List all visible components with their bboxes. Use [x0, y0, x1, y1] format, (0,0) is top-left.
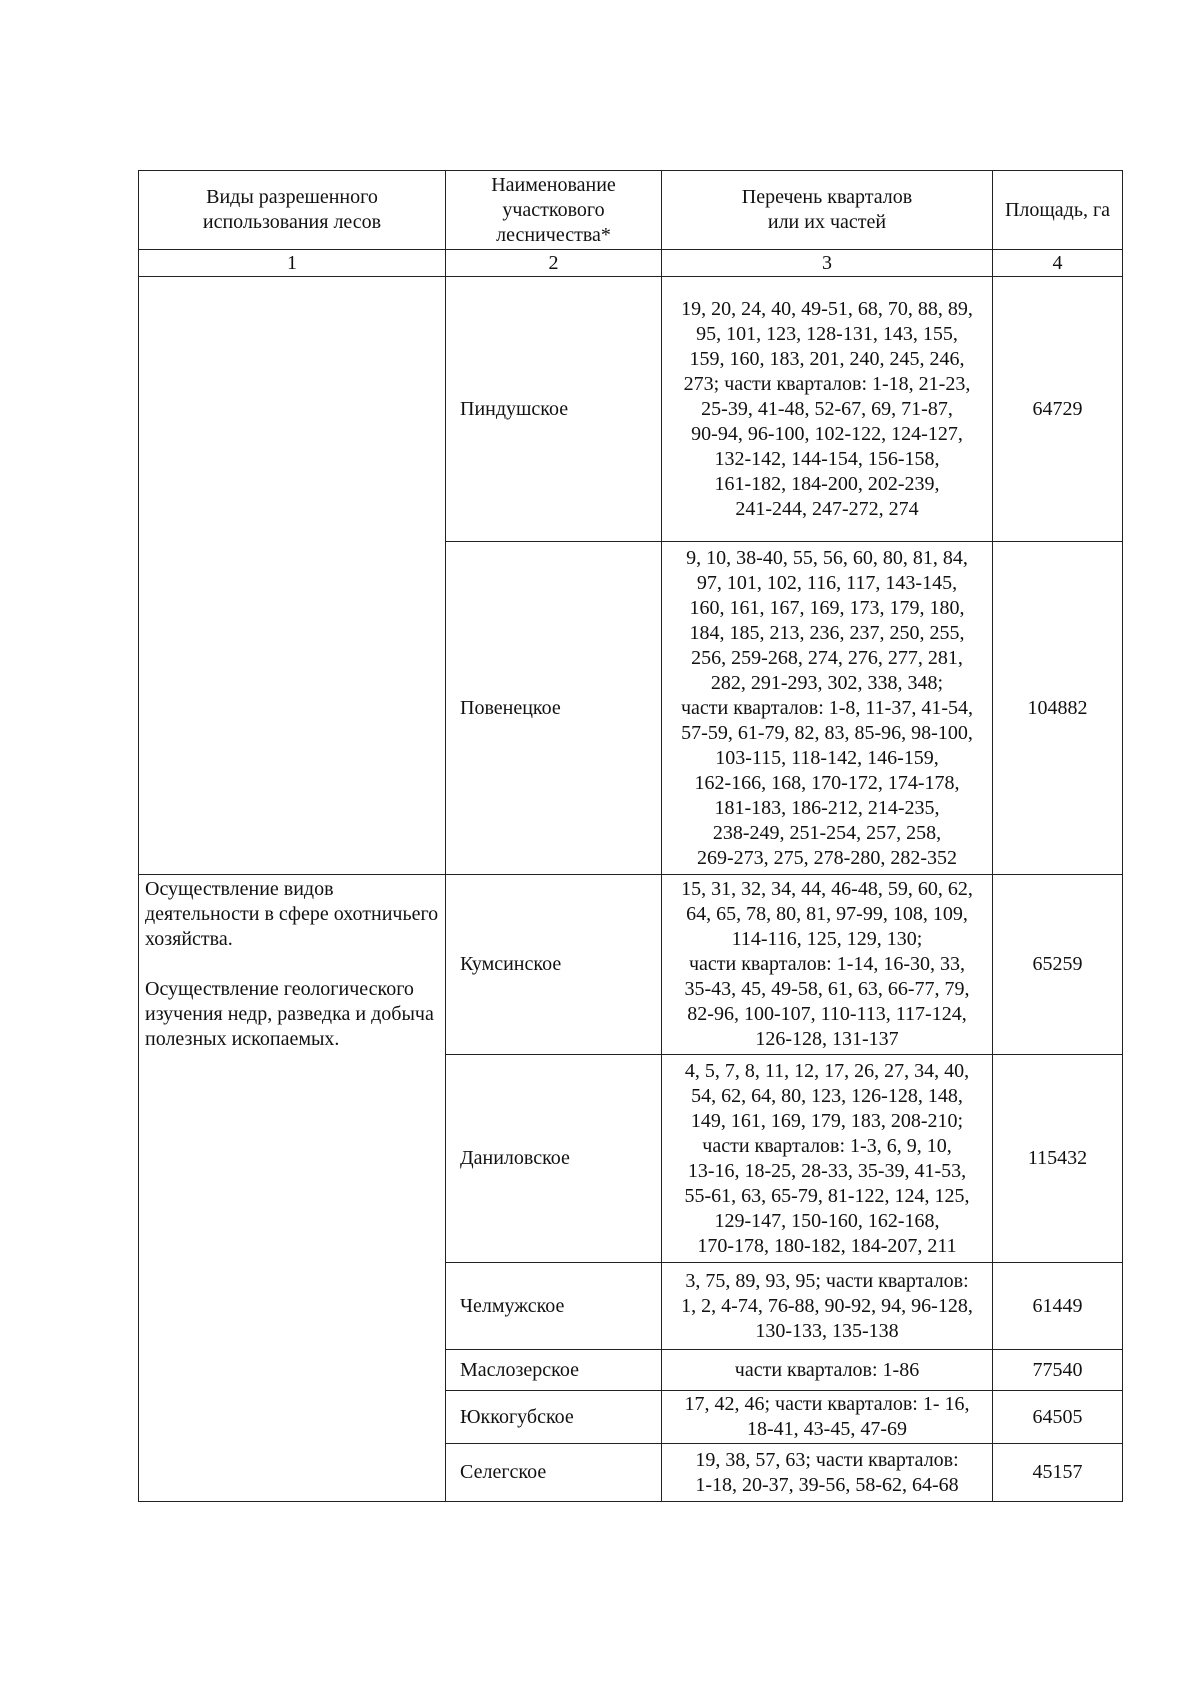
header-forestry-name: Наименование участкового лесничества* [446, 171, 662, 250]
quarters-list: 19, 20, 24, 40, 49-51, 68, 70, 88, 89, 95, 101, 123, 128-131, 143, 155, 159, 160, 183, 201, 240, 245, 246, 273; части кварталов: 1-18, 21-23, 25-39, 41-48, 52-67, 69, 71-87, 90-94, 96-100, 102-122, 124-127, 132-142, 144-154, 156-158, 161-182, 184-200, 202-239, 241-244, 247-272, 274 [662, 277, 993, 542]
quarters-list: 17, 42, 46; части кварталов: 1- 16, 18-41, 43-45, 47-69 [662, 1391, 993, 1444]
table-row [139, 875, 1123, 1055]
forestry-name: Челмужское [446, 1263, 662, 1350]
forestry-name: Юккогубское [446, 1391, 662, 1444]
header-quarters-list: Перечень кварталов или их частей [662, 171, 993, 250]
use-type-hunting: Осуществление видов деятельности в сфере охотничьего хозяйства. [145, 878, 439, 950]
quarters-list: 3, 75, 89, 93, 95; части кварталов: 1, 2, 4-74, 76-88, 90-92, 94, 96-128, 130-133, 135-138 [662, 1263, 993, 1350]
column-number-row [139, 250, 1123, 277]
area-value: 45157 [993, 1444, 1123, 1502]
use-type-geology: Осуществление геологического изучения недр, разведка и добыча полезных ископаемых. [145, 978, 434, 1050]
forestry-name: Селегское [446, 1444, 662, 1502]
quarters-list: части кварталов: 1-86 [662, 1350, 993, 1391]
forestry-name: Пиндушское [446, 277, 662, 542]
header-area: Площадь, га [993, 171, 1123, 250]
use-type-cell [139, 875, 446, 1502]
area-value: 77540 [993, 1350, 1123, 1391]
forest-use-table [138, 170, 1123, 1502]
forestry-name: Кумсинское [446, 875, 662, 1055]
header-row [139, 171, 1123, 250]
column-number: 3 [662, 250, 993, 277]
area-value: 65259 [993, 875, 1123, 1055]
column-number: 4 [993, 250, 1123, 277]
quarters-list: 15, 31, 32, 34, 44, 46-48, 59, 60, 62, 64, 65, 78, 80, 81, 97-99, 108, 109, 114-116, 125, 129, 130; части кварталов: 1-14, 16-30, 33, 35-43, 45, 49-58, 61, 63, 66-77, 79, 82-96, 100-107, 110-113, 117-124, 126-128, 131-137 [662, 875, 993, 1055]
quarters-list: 4, 5, 7, 8, 11, 12, 17, 26, 27, 34, 40, 54, 62, 64, 80, 123, 126-128, 148, 149, 161, 169, 179, 183, 208-210; части кварталов: 1-3, 6, 9, 10, 13-16, 18-25, 28-33, 35-39, 41-53, 55-61, 63, 65-79, 81-122, 124, 125, 129-147, 150-160, 162-168, 170-178, 180-182, 184-207, 211 [662, 1055, 993, 1263]
header-use-types: Виды разрешенного использования лесов [139, 171, 446, 250]
table-row [139, 277, 1123, 542]
column-number: 1 [139, 250, 446, 277]
area-value: 115432 [993, 1055, 1123, 1263]
area-value: 61449 [993, 1263, 1123, 1350]
forestry-name: Даниловское [446, 1055, 662, 1263]
quarters-list: 9, 10, 38-40, 55, 56, 60, 80, 81, 84, 97, 101, 102, 116, 117, 143-145, 160, 161, 167, 169, 173, 179, 180, 184, 185, 213, 236, 237, 250, 255, 256, 259-268, 274, 276, 277, 281, 282, 291-293, 302, 338, 348; части кварталов: 1-8, 11-37, 41-54, 57-59, 61-79, 82, 83, 85-96, 98-100, 103-115, 118-142, 146-159, 162-166, 168, 170-172, 174-178, 181-183, 186-212, 214-235, 238-249, 251-254, 257, 258, 269-273, 275, 278-280, 282-352 [662, 542, 993, 875]
forestry-name: Маслозерское [446, 1350, 662, 1391]
column-number: 2 [446, 250, 662, 277]
quarters-list: 19, 38, 57, 63; части кварталов: 1-18, 20-37, 39-56, 58-62, 64-68 [662, 1444, 993, 1502]
area-value: 64505 [993, 1391, 1123, 1444]
area-value: 104882 [993, 542, 1123, 875]
forestry-name: Повенецкое [446, 542, 662, 875]
use-type-cell-empty [139, 277, 446, 875]
area-value: 64729 [993, 277, 1123, 542]
